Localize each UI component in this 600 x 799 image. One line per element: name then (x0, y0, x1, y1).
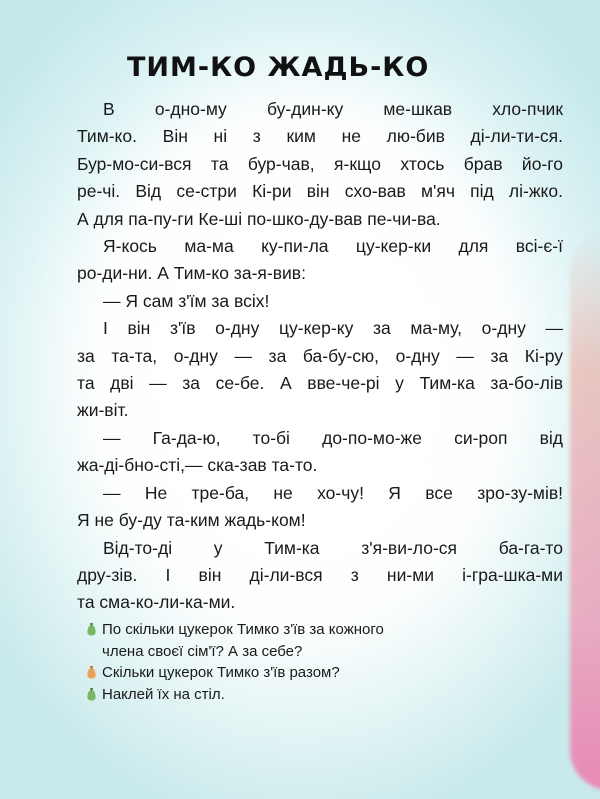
story-line: Я-кось ма-ма ку-пи-ла цу-кер-ки для всі-є-ї (103, 236, 563, 257)
story-line: жи-віт. (77, 400, 129, 421)
story-line: Я не бу-ду та-ким жадь-ком! (77, 510, 306, 531)
story-line: за та-та, о-дну — за ба-бу-сю, о-дну — за Кі-ру (77, 345, 563, 366)
story-text (77, 96, 563, 617)
story-line: А для па-пу-ги Ке-ші по-шко-ду-вав пе-чи-ва. (77, 208, 441, 229)
question-item (86, 662, 526, 684)
green-pear-bag-icon (86, 622, 97, 636)
question-text: По скільки цукерок Тимко з'їв за кожного (102, 621, 384, 638)
story-line: дру-зів. І він ді-ли-вся з ни-ми і-гра-шка-ми (77, 564, 563, 585)
story-line: та дві — за се-бе. А вве-че-рі у Тим-ка за-бо-лів (77, 373, 563, 394)
green-pear-bag-icon (86, 687, 97, 701)
question-item (86, 684, 526, 706)
story-title: ТИМ-КО ЖАДЬ-КО (127, 52, 430, 83)
question-text-cont: члена своєї сім'ї? А за себе? (102, 642, 303, 660)
story-line: І він з'їв о-дну цу-кер-ку за ма-му, о-дну — (103, 318, 563, 339)
questions-list (86, 619, 526, 705)
story-line: — Га-да-ю, то-бі до-по-мо-же си-роп від (103, 427, 563, 448)
story-line: Бур-мо-си-вся та бур-чав, я-кщо хтось брав йо-го (77, 153, 563, 174)
story-line: Від-то-ді у Тим-ка з'я-ви-ло-ся ба-га-то (103, 537, 563, 558)
story-line: та сма-ко-ли-ка-ми. (77, 592, 236, 613)
story-line: ре-чі. Від се-стри Кі-ри він схо-вав м'яч під лі-жко. (77, 181, 563, 202)
story-line: Тим-ко. Він ні з ким не лю-бив ді-ли-ти-ся. (77, 126, 563, 147)
orange-pear-bag-icon (86, 665, 97, 679)
story-line: жа-ді-бно-сті,— ска-зав та-то. (77, 455, 318, 476)
story-line: — Я сам з'їм за всіх! (103, 290, 270, 311)
question-item (86, 619, 526, 662)
question-text: Скільки цукерок Тимко з'їв разом? (102, 664, 340, 681)
question-text: Наклей їх на стіл. (102, 685, 225, 703)
story-line: — Не тре-ба, не хо-чу! Я все зро-зу-мів! (103, 482, 563, 503)
story-line: В о-дно-му бу-дин-ку ме-шкав хло-пчик (103, 99, 563, 119)
illustration-edge (570, 230, 600, 790)
story-line: ро-ди-ни. А Тим-ко за-я-вив: (77, 263, 306, 284)
